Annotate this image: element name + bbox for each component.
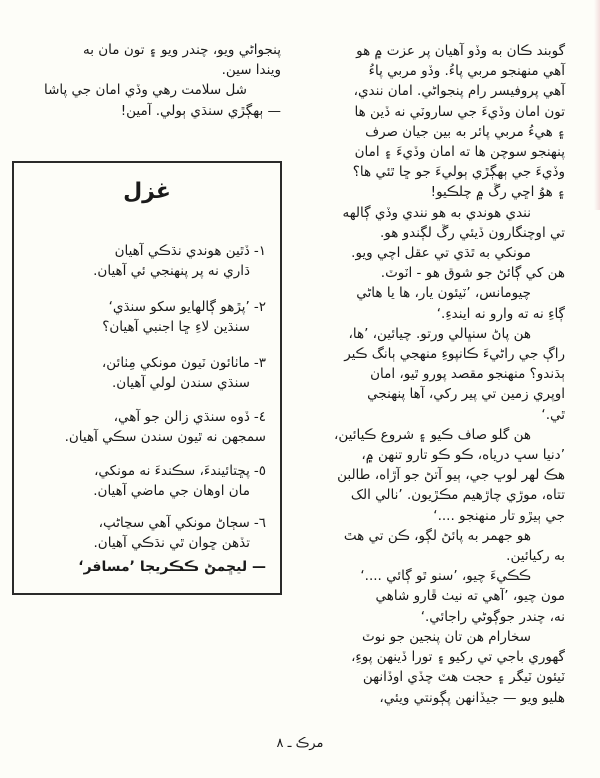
prose-line: آهي پروفيسر رام پنجواڻي. امان نندي، <box>353 83 565 100</box>
prose-line: اوپري زمين تي پير رکي، آها پنهنجي <box>367 386 565 403</box>
prose-line: سخارام هن تان پنجين جو نوٽ <box>361 628 531 645</box>
verse-line <box>26 407 266 427</box>
prose-line: گوبند ڪان به وڏو آهيان پر عزت ۾ هو <box>356 43 565 59</box>
ghazal-box <box>12 161 282 595</box>
page-edge-shadow <box>594 0 600 210</box>
prose-line: به رکيائين. <box>506 548 565 565</box>
ghazal-verse-4 <box>26 407 266 447</box>
verse-number: ٦- <box>253 515 266 531</box>
prose-line: تي اوچنگارون ڏيئي رڱ لڳندو هو. <box>379 224 565 241</box>
prose-line: هن گلو صاف ڪيو ۽ شروع ڪيائين، <box>334 426 531 443</box>
prose-line: نه، چندر جوڳوڻي راجائي.‘ <box>420 608 565 625</box>
prose-line: هن کي ڳائڻ جو شوق هو - اٽوٽ. <box>380 265 565 282</box>
prose-line: راڳ جي راڻيءَ ڪانپوءِ منهجي ٻانگ ڪير <box>344 346 565 363</box>
prose-line: تون امان وڏيءَ جي ساروٽي نه ڏين ها <box>354 103 565 120</box>
verse-text: سڄاڻ مونکي آهي سڃاڻپ، <box>98 515 250 531</box>
right-column-prose <box>303 41 565 708</box>
ghazal-verse-6 <box>26 513 266 553</box>
verse-line <box>26 461 266 481</box>
left-column-prose <box>16 40 281 121</box>
prose-line: مونکي به ٿڌي تي عقل اچي ويو. <box>351 245 531 262</box>
prose-line: وڏيءَ جي ٻهڳڙي ٻوليءَ جو ڇا ٿئي ها؟ <box>352 164 565 181</box>
prose-line: ڪڪيءَ چيو، ’سنو ٿو ڳائي ....‘ <box>360 568 531 585</box>
verse-line <box>26 297 266 317</box>
verse-text: ’پڙهو ڳالهايو سکو سنڌي‘ <box>108 299 250 315</box>
poet-signature: — ليڇمڻ ڪڪريجا ’مسافر‘ <box>78 559 266 575</box>
verse-text: ڏٿين هوندي نڌڪي آهيان <box>114 243 250 259</box>
prose-line: مون چيو، ’آهي ته نيٺ ڦارو شاهي <box>375 588 565 605</box>
prose-line: گهوري باجي تي رکيو ۽ تورا ڏينهن پوءِ، <box>351 649 565 666</box>
prose-line: ٽيئون ٽيگر ۽ حجت هٽ چڏي اوڏانهن <box>362 669 565 686</box>
verse-line: ڌاري نه پر پنهنجي ئي آهيان. <box>93 263 250 279</box>
prose-line: هليو ويو — جيڏانهن پڳونتي ويئي، <box>379 689 565 706</box>
verse-number: ١- <box>253 243 266 259</box>
verse-line <box>26 353 266 373</box>
prose-line: ۽ هوُ اڇي رڱ ۾ چلڪيو! <box>430 184 565 201</box>
ghazal-verse-2 <box>26 297 266 337</box>
prose-line: هو جهمر به پائڻ لڳو، ڪن تي هٿ <box>343 527 531 544</box>
verse-number: ٢- <box>253 299 266 315</box>
prose-line: چيومانس، ’ٽيئون يار، ها يا هاڻي <box>356 285 531 302</box>
prose-line: هڪ لهر لوڀ جي، ٻيو آتڻ جو آڙاه، طالبن <box>337 467 565 484</box>
verse-line: مان اوهان جي ماضي آهيان. <box>93 483 250 499</box>
prose-line: پنجواڻي ويو، چندر ويو ۽ تون مان به <box>82 42 281 58</box>
prose-line: آهي منهنجو مربي پاءُ. وڏو مربي پاءُ <box>368 63 565 80</box>
prose-line: شل سلامت رهي وڏي امان جي پاشا <box>43 82 247 99</box>
prose-line: پنهنجو سوچن ها ته امان وڏيءَ ۽ امان <box>354 144 565 161</box>
ghazal-verse-3 <box>26 353 266 393</box>
prose-line: ٻڌندو؟ منهنجو مقصد پورو ٿيو، امان <box>370 366 565 383</box>
prose-line: ’دنيا سڀ درياه، ڪو ڪو تارو تنهن ۾، <box>361 447 565 464</box>
verse-number: ٣- <box>253 355 266 371</box>
verse-text: ڏوه سنڌي زالن جو آهي، <box>113 409 250 425</box>
verse-line <box>26 513 266 533</box>
prose-line: نندي هوندي به هو نندي وڏي ڳالهه <box>342 204 531 221</box>
ghazal-title: غزل <box>123 179 171 204</box>
prose-line: ٿي.‘ <box>541 406 565 423</box>
verse-line <box>26 241 266 261</box>
verse-text: پڇتائيندءَ، سڪندءَ نه مونکي، <box>94 463 250 479</box>
ghazal-verse-5 <box>26 461 266 501</box>
verse-number: ٥- <box>253 463 266 479</box>
verse-text: ماٺائون ٽيون مونکي مِٺائن، <box>101 355 250 371</box>
verse-number: ٤- <box>253 409 266 425</box>
prose-line: تتاه، موڙي چاڙهيم مڪڙيون. ’نالي الک <box>350 487 565 504</box>
verse-line: سمجهن نه ٿيون سندن سڪي آهيان. <box>64 429 266 445</box>
prose-line: — ٻهڳڙي سنڌي ٻولي. آمين! <box>120 102 281 119</box>
verse-line: تڏهن ڇوان ٿي نڌڪي آهيان. <box>93 535 250 551</box>
prose-line: هن پاڻ سنڀالي ورتو. چيائين، ’ها، <box>348 325 531 342</box>
prose-line: جي ٻيڙو تار منهنجو ....‘ <box>433 507 565 524</box>
page-number: مرڪ ـ ٨ <box>276 736 324 751</box>
verse-line: سنڌين لاءِ ڇا اجنبي آهيان؟ <box>102 319 250 335</box>
prose-line: ويندا سين. <box>221 62 281 79</box>
ghazal-verse-1 <box>26 241 266 281</box>
verse-line: سنڌي سندن لولي آهيان. <box>111 375 250 391</box>
prose-line: ۽ هيءُ مربي پائر به بين جيان صرف <box>365 123 565 140</box>
prose-line: ڳاءِ نه ته وارو نه ايندءِ.‘ <box>436 305 565 322</box>
